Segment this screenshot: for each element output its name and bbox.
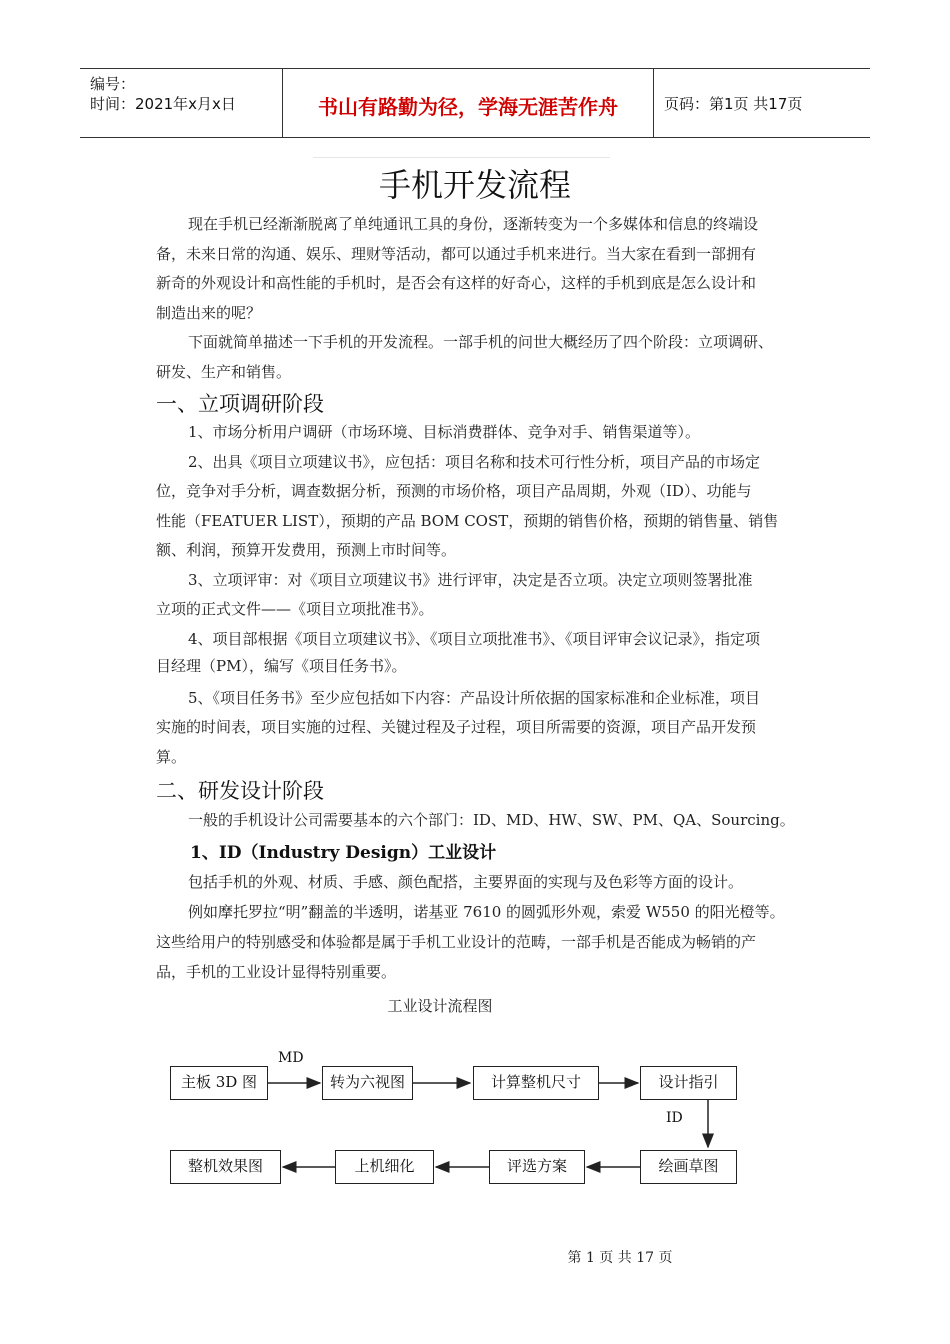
page-info: 页码：第1页 共17页 [664,95,803,113]
body-line: 这些给用户的特别感受和体验都是属于手机工业设计的范畴，一部手机是否能成为畅销的产 [156,933,757,951]
flow-label-id: ID [666,1110,683,1126]
body-line: 1、市场分析用户调研（市场环境、目标消费群体、竞争对手、销售渠道等）。 [188,423,701,441]
flow-label-md: MD [278,1050,304,1066]
body-line: 4、项目部根据《项目立项建议书》、《项目立项批准书》、《项目评审会议记录》，指定项 [188,630,761,648]
flow-step-design-guide: 设计指引 [640,1066,737,1100]
serial-number-label: 编号： [90,75,136,93]
body-line: 例如摩托罗拉“明”翻盖的半透明，诺基亚 7610 的圆弧形外观，索爱 W550 的阳光橙等。 [188,903,785,921]
page-title: 手机开发流程 [378,166,571,204]
section-heading-rnd: 二、研发设计阶段 [156,779,324,803]
body-line: 实施的时间表，项目实施的过程、关键过程及子过程，项目所需要的资源，项目产品开发预 [156,718,757,736]
motto-text: 书山有路勤为径，学海无涯苦作舟 [318,95,618,119]
body-line: 性能（FEATUER LIST），预期的产品 BOM COST，预期的销售价格，预期的销售量、销售 [156,512,779,530]
flow-step-calc-size: 计算整机尺寸 [473,1066,599,1100]
body-line: 5、《项目任务书》至少应包括如下内容：产品设计所依据的国家标准和企业标准，项目 [188,689,761,707]
body-line: 2、出具《项目立项建议书》，应包括：项目名称和技术可行性分析，项目产品的市场定 [188,453,761,471]
body-line: 立项的正式文件——《项目立项批准书》。 [156,600,434,618]
flow-step-select-plan: 评选方案 [489,1150,585,1184]
body-line: 位，竞争对手分析，调查数据分析，预测的市场价格，项目产品周期，外观（ID）、功能与 [156,482,752,500]
flow-step-six-views: 转为六视图 [322,1066,413,1100]
intro-line: 备，未来日常的沟通、娱乐、理财等活动，都可以通过手机来进行。当大家在看到一部拥有 [156,245,757,263]
body-line: 一般的手机设计公司需要基本的六个部门：ID、MD、HW、SW、PM、QA、Sourcing。 [188,811,795,829]
intro-line: 新奇的外观设计和高性能的手机时，是否会有这样的好奇心，这样的手机到底是怎么设计和 [156,274,757,292]
intro-line: 研发、生产和销售。 [156,363,292,381]
body-line: 包括手机的外观、材质、手感、颜色配搭，主要界面的实现与及色彩等方面的设计。 [188,873,744,891]
body-line: 3、立项评审：对《项目立项建议书》进行评审，决定是否立项。决定立项则签署批准 [188,571,753,589]
flow-step-sketch: 绘画草图 [640,1150,737,1184]
flowchart-title: 工业设计流程图 [387,997,493,1015]
body-line: 品，手机的工业设计显得特别重要。 [156,963,397,981]
body-line: 算。 [156,748,187,766]
section-heading-research: 一、立项调研阶段 [156,392,324,416]
flow-step-rendering: 整机效果图 [170,1150,281,1184]
intro-line: 现在手机已经渐渐脱离了单纯通讯工具的身份，逐渐转变为一个多媒体和信息的终端设 [188,215,759,233]
page-footer: 第 1 页 共 17 页 [567,1250,673,1266]
body-line: 额、利润，预算开发费用，预测上市时间等。 [156,541,457,559]
body-line: 目经理（PM），编写《项目任务书》。 [156,657,407,675]
flow-step-refinement: 上机细化 [335,1150,434,1184]
intro-line: 下面就简单描述一下手机的开发流程。一部手机的问世大概经历了四个阶段：立项调研、 [188,333,774,351]
flow-step-mainboard-3d: 主板 3D 图 [170,1066,268,1100]
date-label: 时间：2021年x月x日 [90,95,236,113]
subsection-heading-id: 1、ID（Industry Design）工业设计 [190,843,497,863]
intro-line: 制造出来的呢？ [156,304,262,322]
